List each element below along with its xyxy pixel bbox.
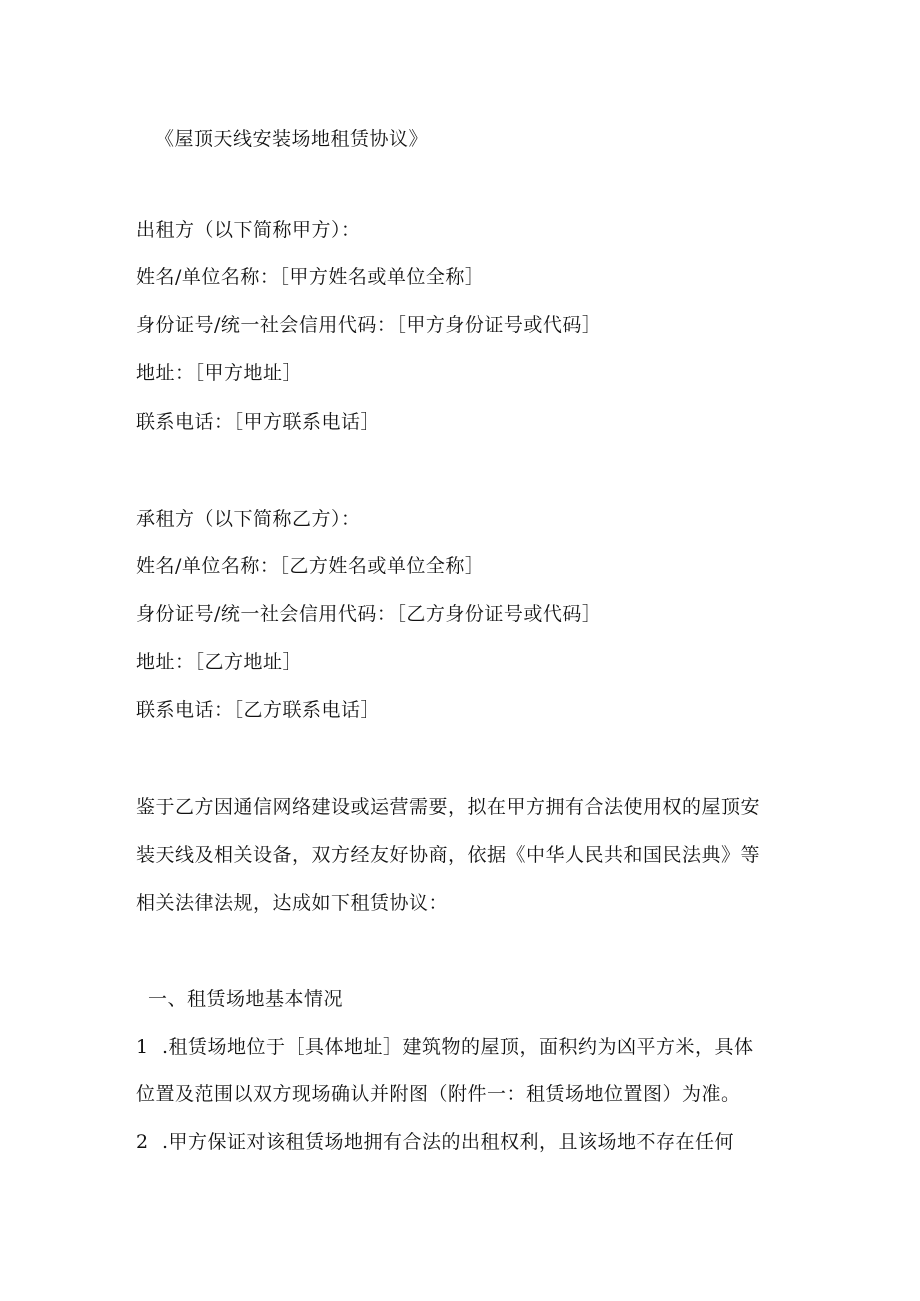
clause-continuation: 位置及范围以双方现场确认并附图（附件一：租赁场地位置图）为准。 <box>136 1083 741 1105</box>
preamble-line: 鉴于乙方因通信网络建设或运营需要，拟在甲方拥有合法使用权的屋顶安 <box>136 796 761 818</box>
clause-number: 2 <box>136 1131 149 1153</box>
section-heading: 一、租赁场地基本情况 <box>148 988 344 1010</box>
clause-item <box>136 1035 754 1059</box>
clause-number: 1 <box>136 1036 149 1058</box>
preamble-line: 装天线及相关设备，双方经友好协商，依据《中华人民共和国民法典》等 <box>136 844 761 866</box>
lessor-address: 地址：［甲方地址］ <box>136 362 303 384</box>
lessor-heading: 出租方（以下简称甲方）： <box>136 219 361 241</box>
clause-text: .租赁场地位于［具体地址］建筑物的屋顶，面积约为凶平方米，具体 <box>162 1036 754 1058</box>
lessee-name: 姓名/单位名称：［乙方姓名或单位全称］ <box>136 555 485 577</box>
document-title: 《屋顶天线安装场地租赁协议》 <box>155 128 429 150</box>
lessor-name: 姓名/单位名称：［甲方姓名或单位全称］ <box>136 266 485 288</box>
clause-item <box>136 1130 734 1154</box>
preamble-line: 相关法律法规，达成如下租赁协议： <box>136 892 449 914</box>
lessor-phone: 联系电话：［甲方联系电话］ <box>136 411 381 433</box>
clause-text: .甲方保证对该租赁场地拥有合法的出租权利，且该场地不存在任何 <box>162 1131 735 1153</box>
lessee-id: 身份证号/统一社会信用代码：［乙方身份证号或代码］ <box>136 603 602 625</box>
lessee-heading: 承租方（以下简称乙方）： <box>136 508 361 530</box>
lessor-id: 身份证号/统一社会信用代码：［甲方身份证号或代码］ <box>136 314 602 336</box>
lessee-phone: 联系电话：［乙方联系电话］ <box>136 699 381 721</box>
lessee-address: 地址：［乙方地址］ <box>136 651 303 673</box>
